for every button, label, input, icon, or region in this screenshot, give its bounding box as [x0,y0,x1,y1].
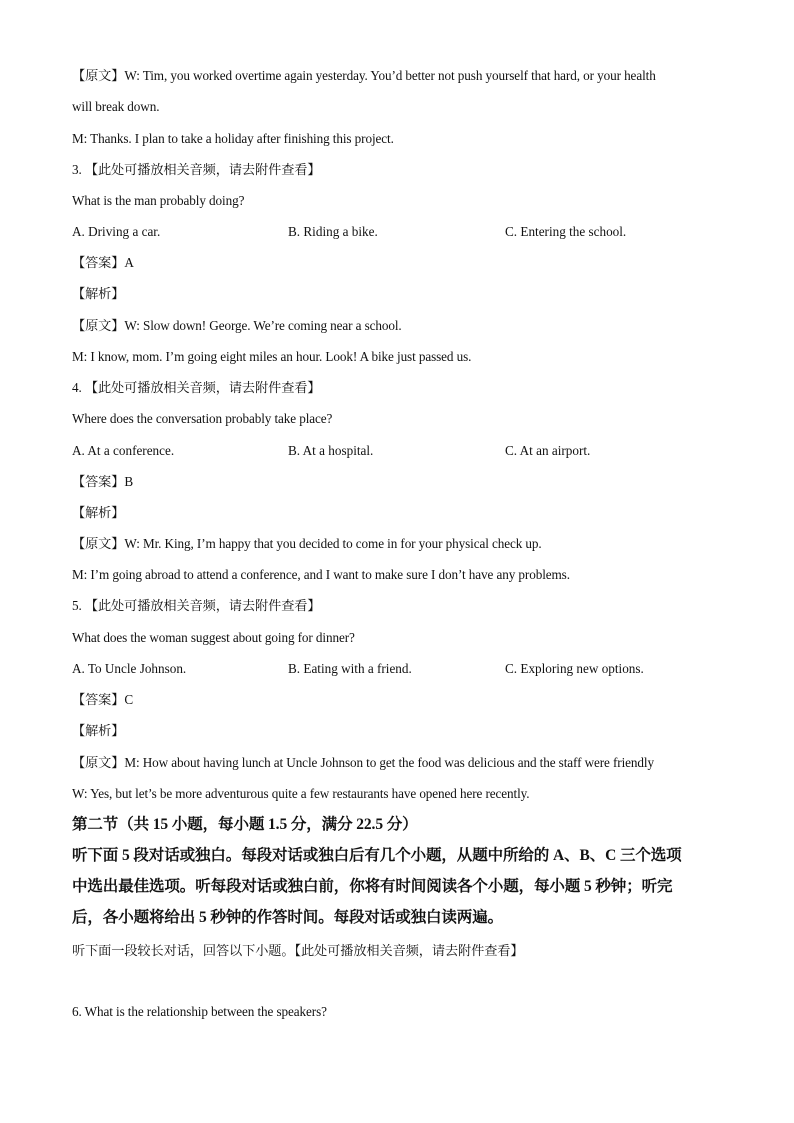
section-instruction: 听下面 5 段对话或独白。每段对话或独白后有几个小题，从题中所给的 A、B、C 三个选项 [72,847,682,864]
choice-b: B. At a hospital. [288,443,374,458]
answer-3: 【答案】A [72,255,134,270]
transcript-line: W: Yes, but let’s be more adventurous quite a few restaurants have opened here recently. [72,786,530,801]
choice-b: B. Riding a bike. [288,224,378,239]
answer-5: 【答案】C [72,692,134,707]
choice-c: C. Entering the school. [505,224,627,239]
transcript-line: will break down. [72,99,160,114]
question-stem-5: What does the woman suggest about going for dinner? [72,630,355,645]
transcript-line: 【原文】W: Tim, you worked overtime again yesterday. You’d better not push yourself that hard, or your health [72,68,656,83]
section-instruction: 中选出最佳选项。听每段对话或独白前，你将有时间阅读各个小题，每小题 5 秒钟；听完 [72,878,673,895]
question-audio-3: 3. 【此处可播放相关音频，请去附件查看】 [72,162,321,177]
dialogue-intro: 听下面一段较长对话，回答以下小题。【此处可播放相关音频，请去附件查看】 [72,943,524,958]
analysis-3: 【解析】 [72,286,125,301]
choice-a: A. Driving a car. [72,224,161,239]
choice-c: C. Exploring new options. [505,661,644,676]
section-heading: 第二节（共 15 小题，每小题 1.5 分，满分 22.5 分） [72,816,418,833]
transcript-line: M: I’m going abroad to attend a conference, and I want to make sure I don’t have any problems. [72,567,570,582]
section-instruction: 后，各小题将给出 5 秒钟的作答时间。每段对话或独白读两遍。 [72,909,504,926]
choices-4 [72,442,722,460]
question-audio-4: 4. 【此处可播放相关音频，请去附件查看】 [72,380,321,395]
transcript-line: M: Thanks. I plan to take a holiday after finishing this project. [72,131,394,146]
analysis-5: 【解析】 [72,723,125,738]
answer-4: 【答案】B [72,474,134,489]
transcript-line: 【原文】W: Mr. King, I’m happy that you decided to come in for your physical check up. [72,536,542,551]
choice-c: C. At an airport. [505,443,591,458]
choice-a: A. To Uncle Johnson. [72,661,187,676]
transcript-line: 【原文】W: Slow down! George. We’re coming near a school. [72,318,402,333]
transcript-line: 【原文】M: How about having lunch at Uncle Johnson to get the food was delicious and the staff were friendly [72,755,654,770]
question-audio-5: 5. 【此处可播放相关音频，请去附件查看】 [72,598,321,613]
choices-3 [72,223,722,241]
choice-a: A. At a conference. [72,443,175,458]
question-stem-4: Where does the conversation probably take place? [72,411,333,426]
choices-5 [72,660,722,678]
question-stem-3: What is the man probably doing? [72,193,245,208]
question-stem-6: 6. What is the relationship between the speakers? [72,1004,327,1019]
transcript-line: M: I know, mom. I’m going eight miles an hour. Look! A bike just passed us. [72,349,472,364]
analysis-4: 【解析】 [72,505,125,520]
choice-b: B. Eating with a friend. [288,661,412,676]
